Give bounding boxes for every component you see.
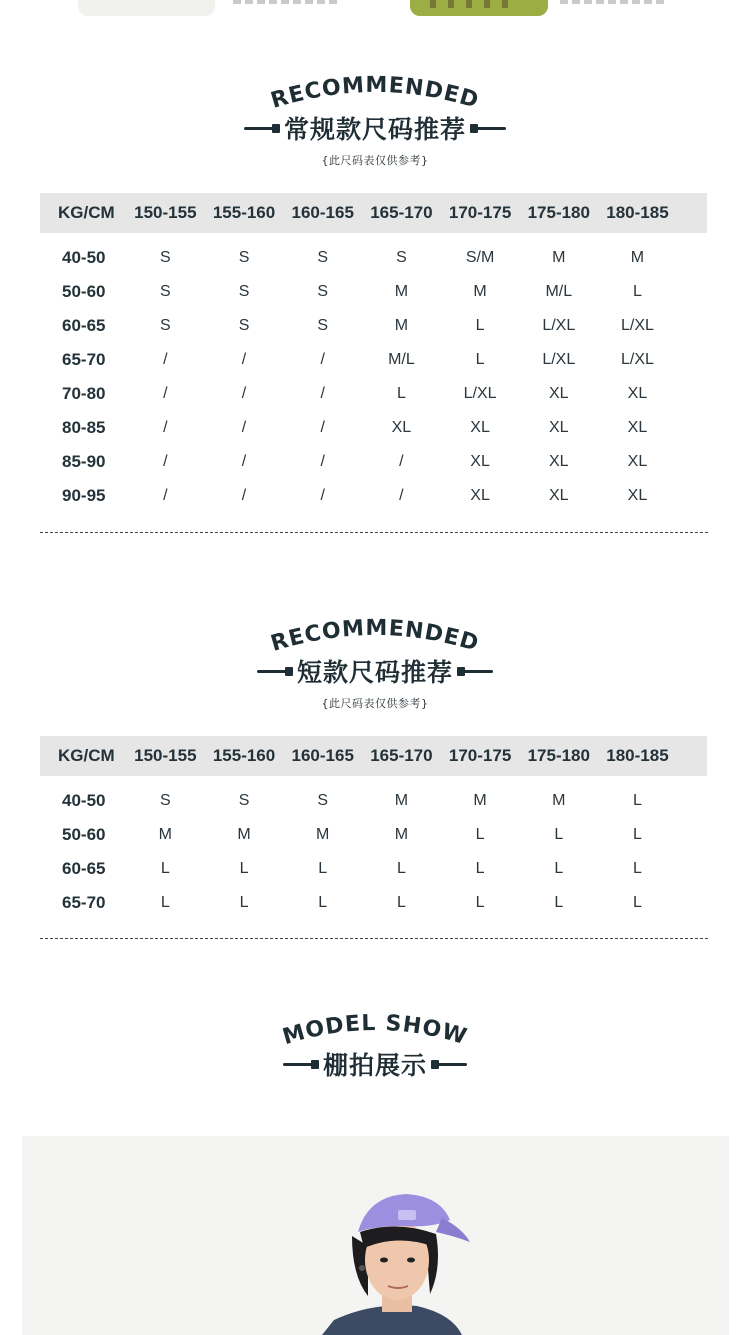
size-cell: S xyxy=(317,317,329,334)
size-cell: M xyxy=(552,249,566,266)
size-cell: M/L xyxy=(545,283,573,300)
short-size-title-block xyxy=(0,613,750,711)
short-cn-title: 短款尺码推荐 xyxy=(296,658,453,687)
size-cell: XL xyxy=(627,487,648,504)
short-table-divider xyxy=(40,938,708,939)
regular-table-header xyxy=(40,193,707,233)
header-cell: KG/CM xyxy=(58,746,115,765)
regular-cn-title-row xyxy=(0,110,750,146)
model-cn-title: 棚拍展示 xyxy=(322,1051,427,1080)
size-cell: XL xyxy=(548,385,569,402)
table-row xyxy=(40,479,707,513)
size-cell: XL xyxy=(470,453,490,470)
table-row xyxy=(40,411,707,445)
size-cell: L xyxy=(633,860,642,877)
size-cell: / xyxy=(320,419,325,436)
regular-table-body xyxy=(40,233,707,513)
table-row xyxy=(40,377,707,411)
weight-cell: 40-50 xyxy=(62,791,106,810)
size-cell: / xyxy=(320,385,325,402)
regular-size-note: {此尺码表仅供参考} xyxy=(321,154,429,167)
size-cell: L xyxy=(633,826,642,843)
header-cell: 150-155 xyxy=(134,203,197,222)
size-cell: / xyxy=(241,351,247,368)
short-size-note: {此尺码表仅供参考} xyxy=(321,697,429,710)
header-cell: 180-185 xyxy=(606,203,669,222)
size-cell: S xyxy=(160,283,171,300)
size-cell: L xyxy=(239,860,249,877)
title-dash-left xyxy=(283,1063,317,1066)
size-cell: L xyxy=(318,860,328,877)
size-cell: XL xyxy=(548,487,569,504)
size-cell: L xyxy=(475,894,485,911)
size-cell: / xyxy=(163,453,168,470)
size-cell: XL xyxy=(391,419,412,436)
size-cell: M xyxy=(473,283,487,300)
header-cell: 180-185 xyxy=(606,746,669,765)
size-cell: XL xyxy=(548,453,569,470)
size-cell: M/L xyxy=(388,351,415,368)
size-cell: L xyxy=(239,894,249,911)
size-cell: S xyxy=(317,792,329,809)
title-dash-left xyxy=(244,127,278,130)
size-cell: S xyxy=(160,317,171,334)
size-cell: / xyxy=(399,487,404,504)
size-cell: L xyxy=(318,894,328,911)
size-cell: S xyxy=(238,283,250,300)
size-cell: S xyxy=(160,792,171,809)
size-cell: M xyxy=(552,792,566,809)
size-cell: / xyxy=(163,487,168,504)
header-cell: 170-175 xyxy=(448,746,512,765)
top-product-strip xyxy=(0,0,750,22)
size-cell: / xyxy=(399,453,404,470)
size-cell: L xyxy=(475,860,485,877)
size-cell: L xyxy=(554,894,564,911)
regular-size-table xyxy=(40,193,707,513)
table-row xyxy=(40,241,707,275)
size-cell: L/XL xyxy=(621,351,654,368)
size-cell: M xyxy=(473,792,487,809)
table-row xyxy=(40,445,707,479)
weight-cell: 90-95 xyxy=(62,486,106,505)
svg-text:RECOMMENDED: RECOMMENDED xyxy=(268,615,482,657)
size-cell: L xyxy=(475,317,485,334)
size-cell: L xyxy=(633,792,642,809)
size-cell: L/XL xyxy=(542,317,576,334)
size-cell: XL xyxy=(548,419,569,436)
size-cell: L xyxy=(475,826,485,843)
header-cell: 175-180 xyxy=(527,203,590,222)
size-cell: XL xyxy=(627,419,648,436)
thumbnail-caption-left xyxy=(233,0,341,4)
weight-cell: 80-85 xyxy=(62,418,106,437)
size-cell: L xyxy=(396,894,406,911)
size-cell: L xyxy=(475,351,485,368)
size-cell: / xyxy=(241,453,247,470)
size-cell: S/M xyxy=(465,249,495,266)
table-row xyxy=(40,852,707,886)
title-dash-right xyxy=(433,1063,467,1066)
model-show-title-block xyxy=(0,1008,750,1082)
header-cell: 155-160 xyxy=(212,203,276,222)
size-cell: M xyxy=(394,317,409,334)
title-dash-right xyxy=(472,127,506,130)
size-cell: L xyxy=(633,283,642,300)
size-cell: M xyxy=(394,826,409,843)
size-cell: XL xyxy=(470,487,490,504)
header-cell: 160-165 xyxy=(291,203,354,222)
model-illustration xyxy=(22,1136,729,1335)
table-row xyxy=(40,784,707,818)
regular-cn-title: 常规款尺码推荐 xyxy=(283,115,466,144)
size-cell: S xyxy=(238,249,250,266)
weight-cell: 65-70 xyxy=(62,350,106,369)
header-cell: 165-170 xyxy=(370,746,433,765)
size-cell: S xyxy=(317,249,329,266)
short-en-arc-title xyxy=(260,613,490,657)
weight-cell: 85-90 xyxy=(62,452,106,471)
size-cell: / xyxy=(320,487,325,504)
short-table-header xyxy=(40,736,707,776)
table-row xyxy=(40,818,707,852)
size-cell: L xyxy=(633,894,642,911)
weight-cell: 65-70 xyxy=(62,893,106,912)
size-cell: / xyxy=(163,385,168,402)
size-cell: M xyxy=(630,249,645,266)
size-cell: L/XL xyxy=(621,317,654,334)
title-dash-left xyxy=(257,670,291,673)
size-cell: S xyxy=(238,317,250,334)
svg-text:RECOMMENDED: RECOMMENDED xyxy=(268,72,482,114)
size-cell: M xyxy=(158,826,172,843)
model-cn-title-row xyxy=(0,1046,750,1082)
size-cell: L xyxy=(554,860,564,877)
size-cell: / xyxy=(320,351,325,368)
size-cell: / xyxy=(320,453,325,470)
size-cell: / xyxy=(163,419,168,436)
weight-cell: 50-60 xyxy=(62,825,106,844)
size-cell: XL xyxy=(470,419,490,436)
size-cell: S xyxy=(396,249,407,266)
weight-cell: 60-65 xyxy=(62,859,106,878)
header-cell: 160-165 xyxy=(291,746,354,765)
table-row xyxy=(40,343,707,377)
header-cell: 165-170 xyxy=(370,203,433,222)
size-cell: L xyxy=(396,385,406,402)
size-cell: XL xyxy=(627,385,648,402)
short-cn-title-row xyxy=(0,653,750,689)
size-cell: S xyxy=(317,283,329,300)
model-en-arc-title xyxy=(275,1008,475,1050)
size-cell: L xyxy=(160,860,170,877)
size-cell: M xyxy=(394,283,409,300)
size-cell: L xyxy=(160,894,170,911)
model-photo[interactable] xyxy=(22,1136,729,1335)
header-cell: 150-155 xyxy=(134,746,197,765)
size-cell: S xyxy=(160,249,171,266)
weight-cell: 40-50 xyxy=(62,248,106,267)
table-row xyxy=(40,275,707,309)
size-cell: L xyxy=(396,860,406,877)
size-cell: M xyxy=(394,792,409,809)
table-row xyxy=(40,309,707,343)
size-cell: L/XL xyxy=(542,351,576,368)
size-cell: M xyxy=(316,826,330,843)
regular-size-title-block xyxy=(0,70,750,168)
size-cell: XL xyxy=(627,453,648,470)
header-cell: KG/CM xyxy=(58,203,115,222)
svg-text:MODEL SHOW: MODEL SHOW xyxy=(279,1010,471,1050)
weight-cell: 50-60 xyxy=(62,282,106,301)
product-thumbnail-green[interactable] xyxy=(410,0,548,16)
header-cell: 175-180 xyxy=(527,746,590,765)
size-cell: S xyxy=(238,792,250,809)
product-thumbnail-white[interactable] xyxy=(78,0,215,16)
weight-cell: 60-65 xyxy=(62,316,106,335)
table-row xyxy=(40,886,707,920)
title-dash-right xyxy=(459,670,493,673)
size-cell: L/XL xyxy=(463,385,497,402)
size-cell: / xyxy=(241,385,247,402)
header-cell: 170-175 xyxy=(448,203,512,222)
weight-cell: 70-80 xyxy=(62,384,106,403)
regular-en-arc-title xyxy=(260,70,490,114)
size-cell: / xyxy=(241,419,247,436)
short-table-body xyxy=(40,776,707,920)
size-cell: / xyxy=(163,351,168,368)
size-cell: M xyxy=(237,826,251,843)
thumbnail-caption-right xyxy=(560,0,668,4)
short-size-table xyxy=(40,736,707,920)
header-cell: 155-160 xyxy=(212,746,276,765)
size-cell: L xyxy=(554,826,564,843)
regular-table-divider xyxy=(40,532,708,533)
size-cell: / xyxy=(241,487,247,504)
